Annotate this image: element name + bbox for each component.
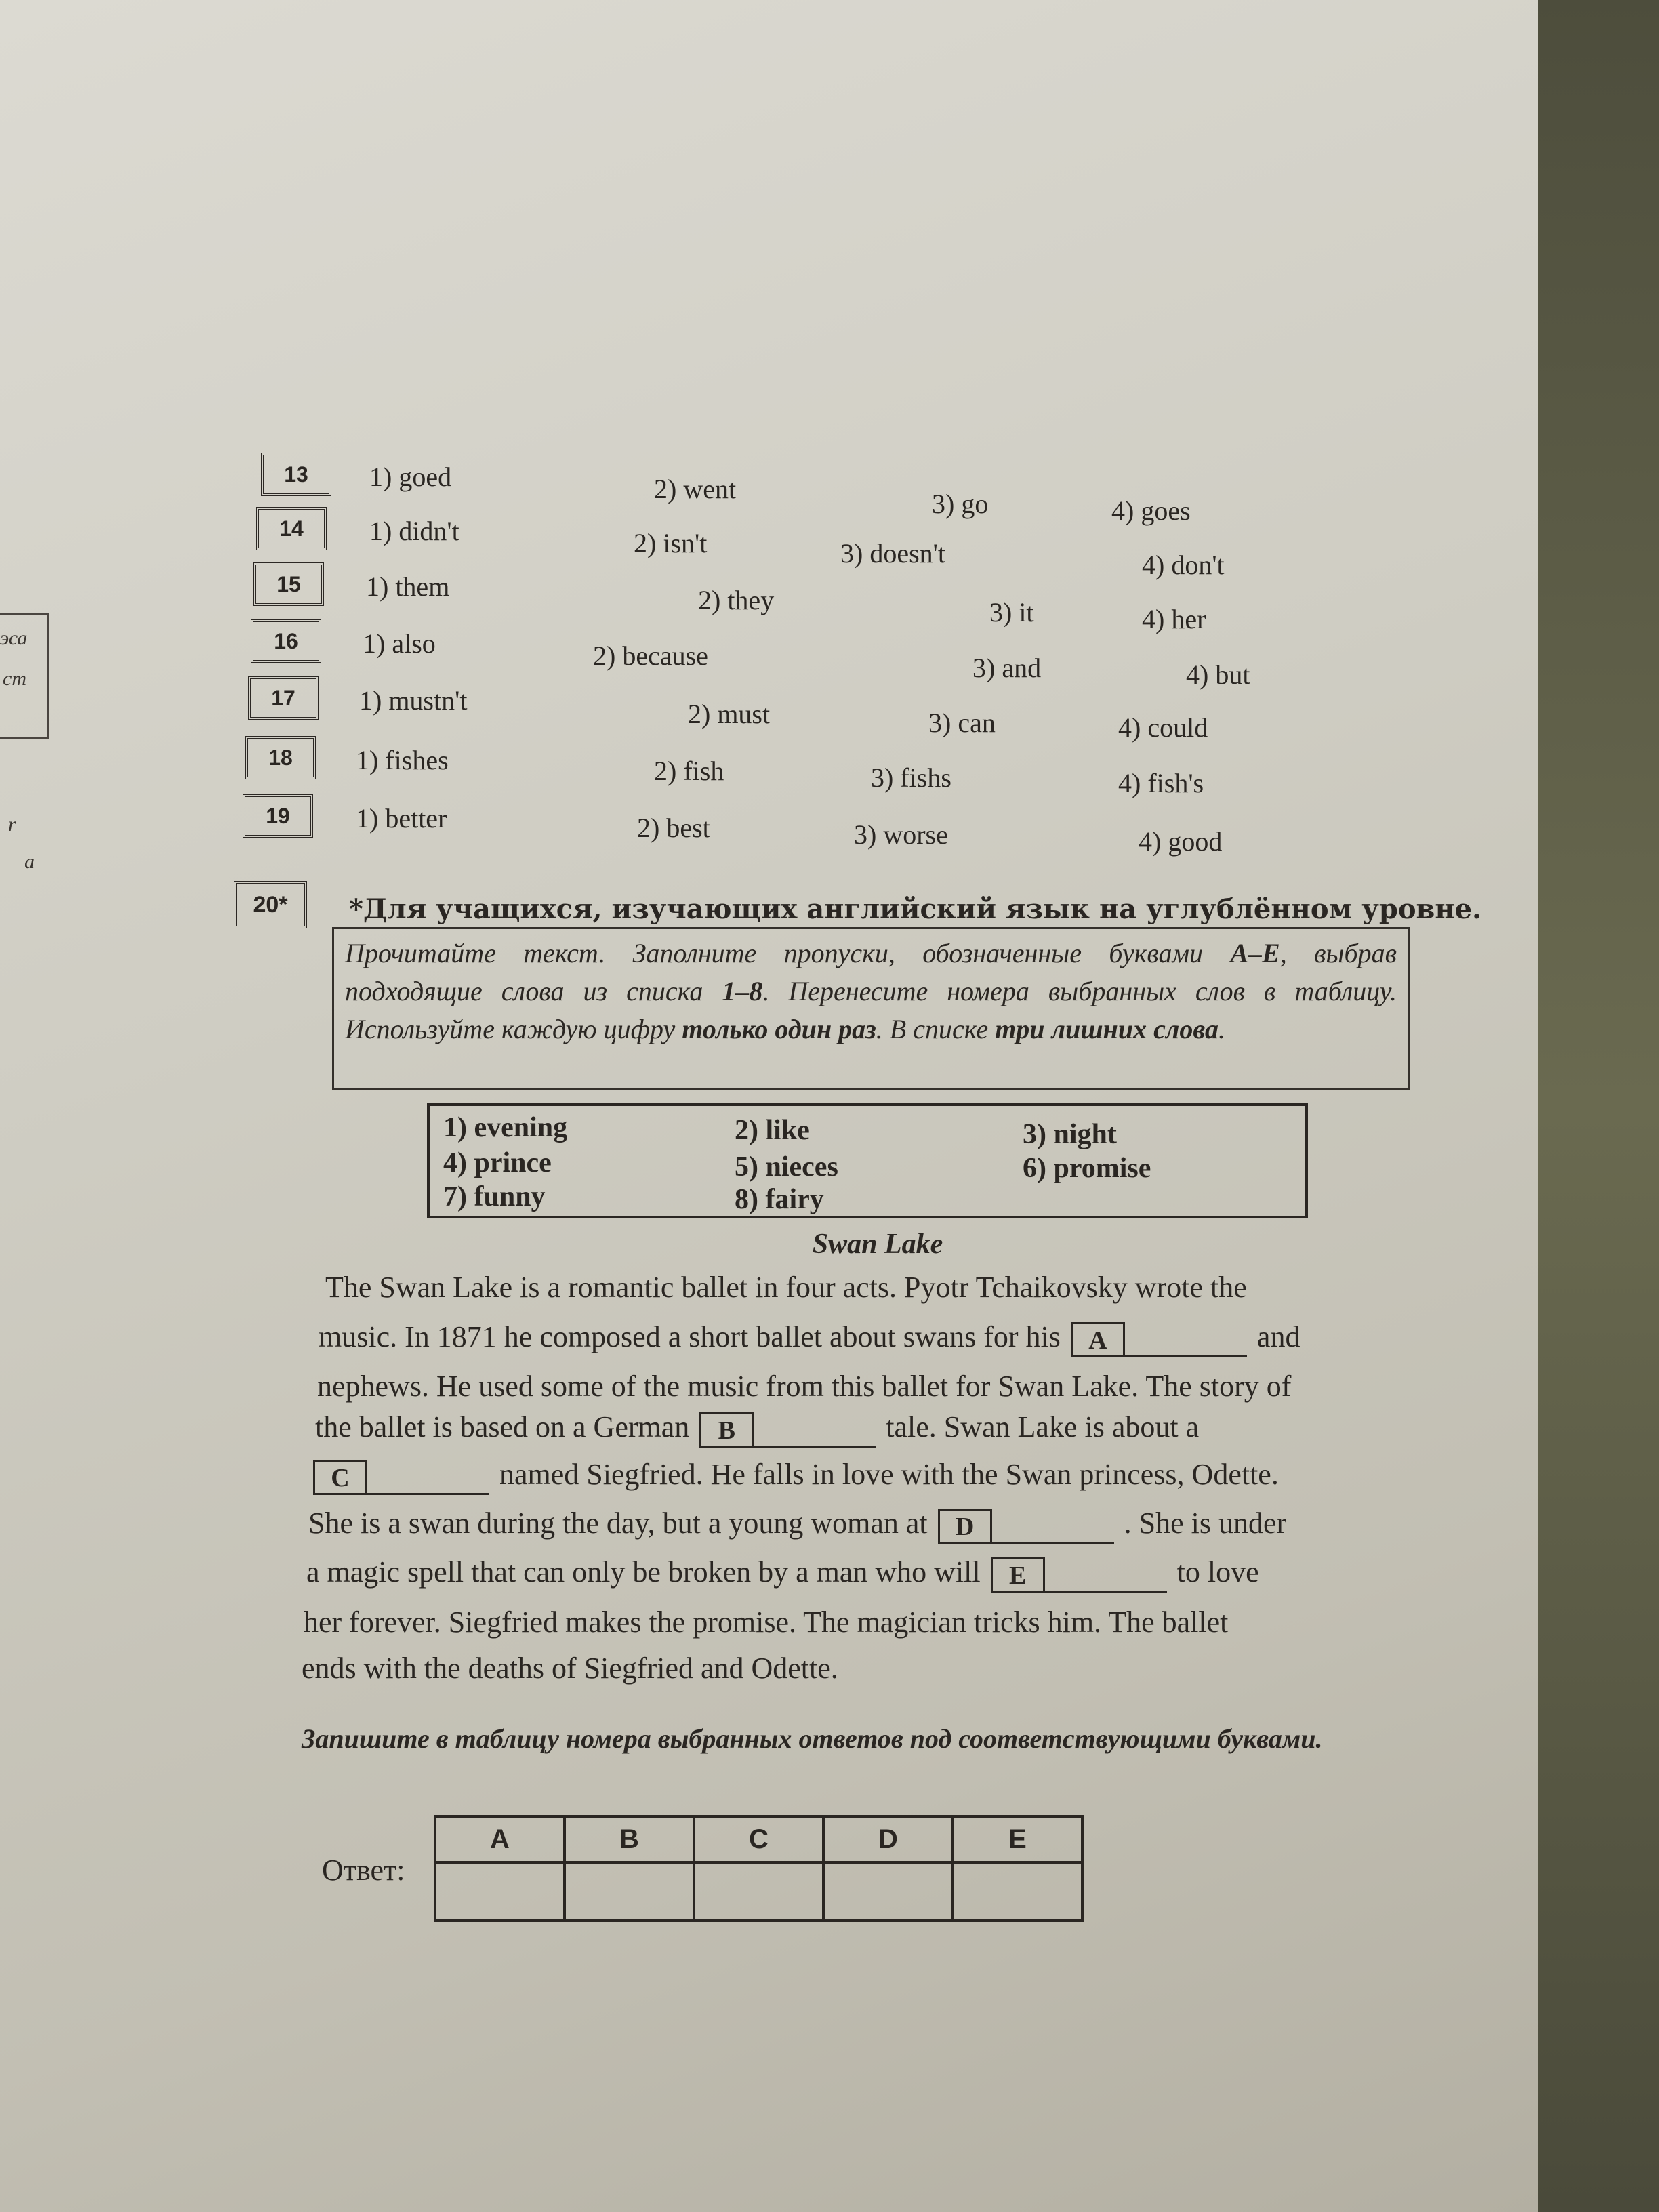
gap-letter: D: [938, 1509, 992, 1544]
text-line: nephews. He used some of the music from this ballet for Swan Lake. The story of: [317, 1370, 1292, 1403]
question-number: 15: [253, 562, 324, 606]
text-line: [308, 1504, 1286, 1544]
gap-blank[interactable]: [992, 1515, 1114, 1544]
text-fragment: music. In 1871 he composed a short ballet about swans for his: [319, 1320, 1061, 1353]
task-number: 20*: [234, 881, 307, 928]
answer-option[interactable]: 2) best: [637, 813, 710, 843]
instruction-text: Прочитайте текст. Заполните пропуски, обозначенные буквами: [345, 938, 1231, 968]
gap-letter: B: [699, 1412, 754, 1448]
answer-label: Ответ:: [322, 1853, 405, 1887]
answer-option[interactable]: 1) also: [363, 628, 436, 659]
text-fragment: . She is under: [1124, 1507, 1287, 1540]
answer-header: C: [694, 1816, 823, 1862]
gap-blank[interactable]: [1045, 1563, 1167, 1593]
answer-option[interactable]: 4) goes: [1111, 495, 1191, 526]
text-line: The Swan Lake is a romantic ballet in four acts. Pyotr Tchaikovsky wrote the: [325, 1271, 1247, 1304]
gap-d[interactable]: [938, 1504, 1114, 1544]
answer-header: B: [565, 1816, 694, 1862]
word-option: 6) promise: [1023, 1153, 1151, 1184]
gap-blank[interactable]: [1125, 1328, 1247, 1357]
background-fabric: [1538, 0, 1659, 2212]
answer-table: [434, 1815, 1084, 1922]
answer-cell-b[interactable]: [565, 1862, 694, 1921]
word-option: 5) nieces: [735, 1151, 838, 1183]
text-fragment: named Siegfried. He falls in love with the Swan princess, Odette.: [499, 1458, 1279, 1491]
answer-option[interactable]: 4) good: [1139, 826, 1223, 857]
gap-a[interactable]: [1071, 1318, 1247, 1357]
gap-b[interactable]: [699, 1408, 876, 1448]
text-line: [319, 1318, 1300, 1357]
answer-option[interactable]: 1) didn't: [369, 516, 459, 546]
text-line: [315, 1408, 1199, 1448]
answer-option[interactable]: 4) could: [1118, 712, 1208, 743]
question-row: [0, 507, 1538, 580]
text-fragment: She is a swan during the day, but a young woman at: [308, 1507, 928, 1540]
answer-header: E: [953, 1816, 1082, 1862]
gap-blank[interactable]: [367, 1466, 489, 1495]
answer-option[interactable]: 3) and: [972, 653, 1042, 683]
answer-cell-c[interactable]: [694, 1862, 823, 1921]
answer-option[interactable]: 3) go: [932, 489, 989, 519]
answer-option[interactable]: 2) because: [593, 640, 708, 671]
answer-option[interactable]: 2) went: [654, 474, 737, 504]
text-title: Swan Lake: [812, 1229, 943, 1260]
question-row: [0, 453, 1538, 526]
answer-option[interactable]: 2) they: [698, 585, 775, 615]
gap-letter: E: [991, 1557, 1045, 1593]
question-row: [0, 676, 1538, 743]
instruction-text: .: [1218, 1014, 1225, 1044]
answer-option[interactable]: 2) must: [688, 699, 771, 729]
answer-instruction: Запишите в таблицу номера выбранных ответов под соответствующими буквами.: [302, 1723, 1323, 1754]
answer-option[interactable]: 1) fishes: [356, 745, 449, 775]
answer-cell-d[interactable]: [823, 1862, 953, 1921]
answer-option[interactable]: 3) it: [989, 597, 1034, 628]
text-fragment: to love: [1176, 1555, 1259, 1589]
question-number: 18: [245, 736, 316, 779]
edge-note: а: [24, 851, 35, 873]
instruction-emphasis: три лишних слова: [995, 1014, 1218, 1044]
answer-option[interactable]: 4) her: [1142, 604, 1206, 634]
gap-blank[interactable]: [754, 1418, 876, 1448]
answer-cell-a[interactable]: [435, 1862, 565, 1921]
gap-e[interactable]: [991, 1553, 1167, 1593]
answer-option[interactable]: 1) them: [366, 571, 450, 602]
gap-letter: A: [1071, 1322, 1125, 1357]
instruction-emphasis: A–E: [1230, 938, 1280, 968]
answer-option[interactable]: 1) better: [356, 803, 447, 834]
instruction-emphasis: только один раз: [682, 1014, 876, 1044]
word-option: 1) evening: [443, 1112, 568, 1143]
answer-header: A: [435, 1816, 565, 1862]
question-number: 14: [256, 507, 327, 550]
text-line: [306, 1553, 1259, 1593]
answer-option[interactable]: 4) fish's: [1118, 768, 1204, 798]
question-row: [0, 562, 1538, 634]
text-fragment: and: [1256, 1320, 1300, 1353]
word-option: 3) night: [1023, 1119, 1117, 1150]
edge-note: r: [8, 813, 16, 836]
question-number: 13: [261, 453, 331, 496]
answer-option[interactable]: 4) don't: [1142, 550, 1225, 580]
question-row: [0, 794, 1538, 857]
answer-option[interactable]: 2) fish: [654, 756, 724, 786]
instruction-text: . Перенесите номера выбранных слов в таблицу. Используйте каждую цифру: [345, 976, 1397, 1044]
answer-option[interactable]: 3) can: [928, 708, 996, 738]
answer-option[interactable]: 1) mustn't: [359, 685, 468, 716]
question-number: 16: [251, 619, 321, 663]
word-option: 4) prince: [443, 1147, 552, 1179]
task-header: *Для учащихся, изучающих английский язык на углублённом уровне.: [349, 893, 1481, 925]
word-option: 8) fairy: [735, 1184, 824, 1215]
instruction-text: , выбрав подходящие слова из списка: [345, 938, 1397, 1006]
instruction-box: [332, 927, 1410, 1090]
word-option: 2) like: [735, 1115, 810, 1146]
instruction-text: . В списке: [876, 1014, 996, 1044]
gap-c[interactable]: [313, 1456, 489, 1495]
text-line: [310, 1456, 1279, 1495]
question-row: [0, 736, 1538, 798]
text-fragment: tale. Swan Lake is about a: [886, 1410, 1200, 1443]
answer-option[interactable]: 3) worse: [854, 819, 948, 850]
answer-option[interactable]: 4) but: [1186, 659, 1250, 690]
edge-note: ст: [3, 668, 26, 690]
instruction-emphasis: 1–8: [722, 976, 763, 1006]
answer-option[interactable]: 1) goed: [369, 462, 452, 492]
question-number: 17: [248, 676, 319, 720]
word-list-box: [427, 1103, 1308, 1218]
edge-note: эса: [0, 627, 28, 649]
answer-header: D: [823, 1816, 953, 1862]
text-line: ends with the deaths of Siegfried and Odette.: [302, 1652, 838, 1685]
text-fragment: a magic spell that can only be broken by a man who will: [306, 1555, 981, 1589]
gap-letter: C: [313, 1460, 367, 1495]
answer-cell-e[interactable]: [953, 1862, 1082, 1921]
answer-option[interactable]: 2) isn't: [634, 528, 708, 558]
question-number: 19: [243, 794, 313, 838]
text-fragment: the ballet is based on a German: [315, 1410, 690, 1443]
text-line: her forever. Siegfried makes the promise. The magician tricks him. The ballet: [304, 1605, 1229, 1639]
word-option: 7) funny: [443, 1181, 546, 1212]
answer-option[interactable]: 3) fishs: [871, 762, 951, 793]
answer-option[interactable]: 3) doesn't: [840, 538, 945, 569]
